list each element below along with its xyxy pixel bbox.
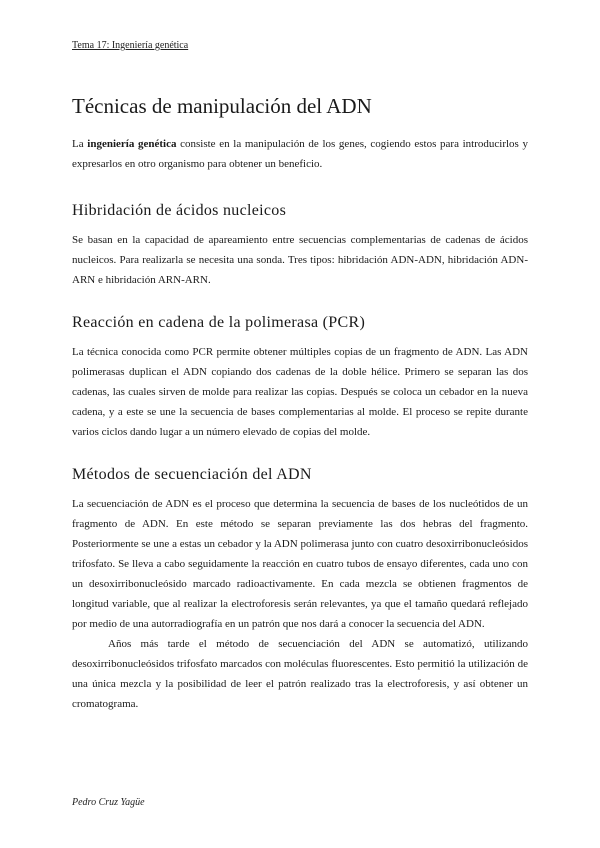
section-paragraph: La secuenciación de ADN es el proceso que determina la secuencia de bases de los nucleótidos de un fragmento de ADN. En este método se separan previamente las dos hebras del fragmento. Posteriormente se une a estas un cebador y la ADN polimerasa junto con cuatro desoxirribonucleósidos trifosfato. Se lleva a cabo seguidamente la reacción en cuatro tubos de ensayo diferentes, cada uno con un desoxirribonucleósido marcado radioactivamente. En cada mezcla se obtienen fragmentos de longitud variable, que al realizar la electroforesis serán relevantes, ya que el tamaño quedará reflejado por medio de una autorradiografía en un patrón que nos dará a conocer la secuencia del ADN. <box>72 498 528 630</box>
section-pcr <box>72 312 528 442</box>
section-heading: Métodos de secuenciación del ADN <box>72 466 312 483</box>
intro-paragraph <box>72 134 528 174</box>
intro-bold-term: ingeniería genética <box>87 138 177 150</box>
section-paragraph: Se basan en la capacidad de apareamiento entre secuencias complementarias de cadenas de ácidos nucleicos. Para realizarla se necesita una sonda. Tres tipos: hibridación ADN-ADN, hibridación ADN-ARN e hibridación ARN-ARN. <box>72 234 528 286</box>
section-hibridacion <box>72 200 528 290</box>
section-secuenciacion <box>72 464 528 714</box>
section-paragraph: Años más tarde el método de secuenciación del ADN se automatizó, utilizando desoxirribonucleósidos trifosfato marcados con moléculas fluorescentes. Esto permitió la utilización de una única mezcla y la posibilidad de leer el patrón realizado tras la electroforesis, y así obtener un cromatograma. <box>72 638 528 710</box>
page-header: Tema 17: Ingeniería genética <box>72 40 189 51</box>
section-heading: Hibridación de ácidos nucleicos <box>72 202 287 219</box>
intro-prefix: La <box>72 138 88 150</box>
page-footer-author: Pedro Cruz Yagüe <box>72 797 145 808</box>
intro-suffix: consiste en la manipulación de los genes, cogiendo estos para introducirlos y expresarlos en otro organismo para obtener un beneficio. <box>72 138 528 170</box>
document-title: Técnicas de manipulación del ADN <box>72 94 372 118</box>
section-paragraph: La técnica conocida como PCR permite obtener múltiples copias de un fragmento de ADN. Las ADN polimerasas duplican el ADN copiando dos cadenas de la doble hélice. Primero se separan las dos cadenas, las cuales sirven de molde para realizar las copias. Después se coloca un cebador en la nueva cadena, y a este se une la secuencia de bases complementarias al molde. El proceso se repite durante varios ciclos dando lugar a un número elevado de copias del molde. <box>72 346 528 438</box>
document-body <box>72 92 528 736</box>
section-heading: Reacción en cadena de la polimerasa (PCR) <box>72 314 366 331</box>
